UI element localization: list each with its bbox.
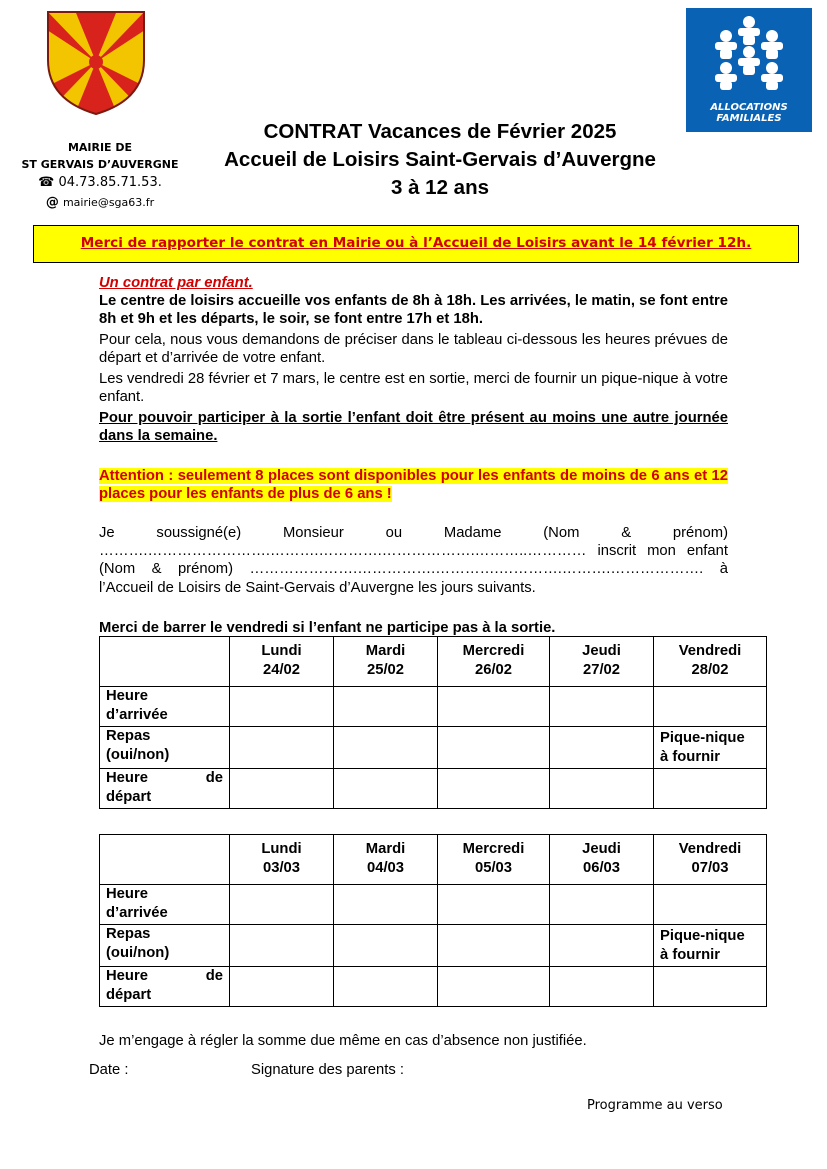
meal-cell[interactable] — [438, 727, 550, 769]
corner-cell — [100, 637, 230, 687]
meal-cell[interactable] — [550, 727, 654, 769]
departure-row — [100, 769, 767, 809]
at-icon: @ — [45, 195, 59, 210]
caf-line1: ALLOCATIONS — [710, 102, 788, 113]
meal-cell[interactable] — [334, 727, 438, 769]
day-name: Mercredi — [462, 841, 525, 857]
contract-title: CONTRAT Vacances de Février 2025 — [263, 120, 617, 143]
strike-friday-note: Merci de barrer le vendredi si l’enfant ne participe pas à la sortie. — [99, 620, 556, 636]
schedule-table-week1 — [99, 636, 767, 809]
day-name: Lundi — [261, 841, 302, 857]
day-header — [654, 637, 767, 687]
day-date: 04/03 — [366, 860, 405, 876]
centre-title: Accueil de Loisirs Saint-Gervais d’Auvergne — [224, 148, 656, 171]
return-deadline-banner: Merci de rapporter le contrat en Mairie ou à l’Accueil de Loisirs avant le 14 février 12h. — [33, 225, 799, 263]
arrival-cell[interactable] — [334, 687, 438, 727]
arrival-cell[interactable] — [438, 885, 550, 925]
outing-rule-paragraph: Pour pouvoir participer à la sortie l’enfant doit être présent au moins une autre journée dans la semaine. — [99, 410, 728, 445]
departure-cell[interactable] — [438, 769, 550, 809]
email-address: mairie@sga63.fr — [62, 196, 155, 209]
meal-cell[interactable] — [230, 727, 334, 769]
opening-hours-paragraph: Le centre de loisirs accueille vos enfants de 8h à 18h. Les arrivées, le matin, se font entre 8h et 9h et les départs, le soir, se font entre 17h et 18h. — [99, 293, 728, 328]
day-header — [230, 835, 334, 885]
arrival-cell[interactable] — [230, 687, 334, 727]
day-name: Lundi — [261, 643, 302, 659]
day-date: 05/03 — [474, 860, 513, 876]
day-date: 03/03 — [262, 860, 301, 876]
day-name: Jeudi — [582, 643, 621, 659]
meal-cell[interactable] — [550, 925, 654, 967]
arrival-label: Heure d’arrivée — [100, 885, 230, 925]
day-header — [230, 637, 334, 687]
table-header-row — [100, 835, 767, 885]
day-header — [334, 835, 438, 885]
corner-cell — [100, 835, 230, 885]
mairie-name-line1: MAIRIE DE — [67, 141, 133, 154]
payment-commitment: Je m’engage à régler la somme due même en cas d’absence non justifiée. — [99, 1033, 587, 1049]
mairie-name-line2: ST GERVAIS D’AUVERGNE — [21, 158, 179, 171]
arrival-cell[interactable] — [550, 687, 654, 727]
programme-verso-note: Programme au verso — [587, 1098, 723, 1113]
departure-cell[interactable] — [230, 967, 334, 1007]
arrival-row — [100, 885, 767, 925]
day-name: Mardi — [365, 841, 406, 857]
caf-line2: FAMILIALES — [716, 113, 782, 124]
picnic-note: Pique-nique à fournir — [654, 925, 767, 967]
municipal-crest-logo — [44, 8, 148, 116]
departure-row — [100, 967, 767, 1007]
one-contract-text: Un contrat par enfant. — [99, 275, 253, 291]
departure-cell[interactable] — [230, 769, 334, 809]
day-name: Jeudi — [582, 841, 621, 857]
arrival-label: Heure d’arrivée — [100, 687, 230, 727]
arrival-cell[interactable] — [438, 687, 550, 727]
one-contract-note — [99, 274, 728, 292]
schedule-request-paragraph: Pour cela, nous vous demandons de préciser dans le tableau ci-dessous les heures prévues de départ et d’arrivée de votre enfant. — [99, 332, 728, 367]
date-label: Date : — [89, 1062, 129, 1078]
arrival-cell[interactable] — [654, 885, 767, 925]
meal-label: Repas (oui/non) — [100, 727, 230, 769]
departure-cell[interactable] — [334, 967, 438, 1007]
meal-row — [100, 925, 767, 967]
departure-label: Heure de départ — [100, 769, 230, 809]
day-date: 28/02 — [691, 662, 729, 678]
departure-cell[interactable] — [550, 769, 654, 809]
meal-label: Repas (oui/non) — [100, 925, 230, 967]
day-header — [334, 637, 438, 687]
caf-logo — [686, 8, 812, 132]
day-name: Mardi — [365, 643, 406, 659]
arrival-cell[interactable] — [654, 687, 767, 727]
departure-cell[interactable] — [654, 967, 767, 1007]
meal-cell[interactable] — [334, 925, 438, 967]
day-header — [438, 835, 550, 885]
day-name: Vendredi — [678, 643, 742, 659]
undersigned-text-1: Je soussigné(e) Monsieur ou Madame (Nom & prénom) ……….…………………….……….………….……………….………..………… inscrit mon enfant (Nom & prénom) ………………….…………….………….………….……….………………. — [99, 525, 728, 578]
places-attention-paragraph — [99, 467, 728, 503]
departure-cell[interactable] — [654, 769, 767, 809]
departure-cell[interactable] — [334, 769, 438, 809]
day-header — [550, 835, 654, 885]
day-date: 27/02 — [582, 662, 621, 678]
meal-cell[interactable] — [438, 925, 550, 967]
table-header-row — [100, 637, 767, 687]
meal-row — [100, 727, 767, 769]
phone-line — [10, 173, 190, 193]
places-attention-text: Attention : seulement 8 places sont disponibles pour les enfants de moins de 6 ans et 12 places pour les enfants de plus de 6 ans ! — [99, 468, 728, 503]
day-date: 26/02 — [474, 662, 513, 678]
arrival-cell[interactable] — [550, 885, 654, 925]
day-header — [654, 835, 767, 885]
arrival-cell[interactable] — [334, 885, 438, 925]
day-date: 07/03 — [691, 860, 729, 876]
signature-label: Signature des parents : — [251, 1062, 404, 1078]
family-figures-icon — [686, 8, 812, 98]
schedule-table-week2 — [99, 834, 767, 1007]
arrival-cell[interactable] — [230, 885, 334, 925]
email-line — [10, 193, 190, 213]
day-name: Mercredi — [462, 643, 525, 659]
day-date: 06/03 — [582, 860, 621, 876]
undersigned-paragraph — [99, 524, 728, 597]
departure-cell[interactable] — [438, 967, 550, 1007]
arrival-row — [100, 687, 767, 727]
age-range-title: 3 à 12 ans — [390, 176, 489, 199]
caf-text — [686, 102, 812, 124]
departure-cell[interactable] — [550, 967, 654, 1007]
meal-cell[interactable] — [230, 925, 334, 967]
day-date: 25/02 — [366, 662, 405, 678]
departure-label: Heure de départ — [100, 967, 230, 1007]
day-date: 24/02 — [262, 662, 301, 678]
day-header — [438, 637, 550, 687]
phone-icon: ☎ — [38, 175, 55, 190]
day-name: Vendredi — [678, 841, 742, 857]
day-header — [550, 637, 654, 687]
phone-number: 04.73.85.71.53. — [58, 175, 162, 190]
picnic-note: Pique-nique à fournir — [654, 727, 767, 769]
friday-outing-paragraph: Les vendredi 28 février et 7 mars, le centre est en sortie, merci de fournir un pique-nique à votre enfant. — [99, 371, 728, 406]
undersigned-text-2: à l’Accueil de Loisirs de Saint-Gervais d’Auvergne les jours suivants. — [99, 561, 728, 596]
